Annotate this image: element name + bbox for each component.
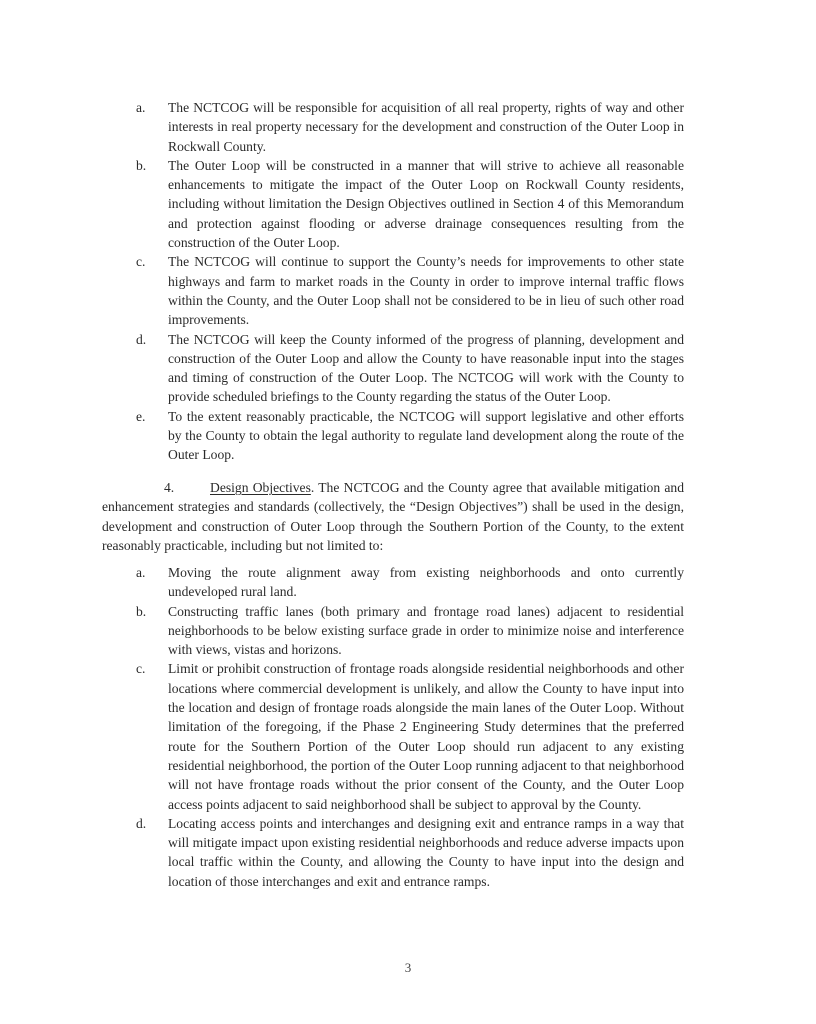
list-item-text: To the extent reasonably practicable, the NCTCOG will support legislative and other efforts by the County to obtain the legal authority to regulate land development along the route of the Outer Loop. [168, 408, 684, 463]
list-marker: c. [136, 254, 146, 270]
section-number: 4. [164, 480, 175, 495]
list-item-text: The NCTCOG will be responsible for acquisition of all real property, rights of way and other interests in real property necessary for the development and construction of the Outer Loop in Rockwall County. [168, 100, 684, 154]
list-item-text: The NCTCOG will continue to support the County’s needs for improvements to other state highways and farm to market roads in the County in order to improve internal traffic flows within the County, and the Outer Loop shall not be considered to be in lieu of such other road improvements. [168, 254, 684, 328]
list-item [136, 98, 684, 156]
list-item [136, 659, 684, 813]
list-marker: e. [136, 408, 146, 424]
list-marker: b. [136, 603, 147, 619]
list-item-text: Constructing traffic lanes (both primary and frontage road lanes) adjacent to residential neighborhoods to be below existing surface grade in order to minimize noise and interference with views, vistas and horizons. [168, 603, 684, 658]
list-marker: d. [136, 815, 147, 831]
list-item [136, 814, 684, 891]
list-item-text: The NCTCOG will keep the County informed of the progress of planning, development and construction of the Outer Loop and allow the County to have reasonable input into the stages and timing of construction of the Outer Loop. The NCTCOG will work with the County to provide scheduled briefings to the County regarding the status of the Outer Loop. [168, 331, 684, 405]
list-item [136, 407, 684, 465]
list-item [136, 330, 684, 407]
list-item-text: Moving the route alignment away from existing neighborhoods and onto currently undeveloped rural land. [168, 565, 684, 600]
list-marker: a. [136, 100, 146, 115]
list-item [136, 602, 684, 660]
page-number: 3 [404, 960, 412, 975]
list-item [136, 563, 684, 602]
list-marker: b. [136, 157, 147, 173]
design-objectives-list [136, 563, 684, 891]
list-marker: d. [136, 331, 147, 347]
section-body: . The NCTCOG and the County agree that available mitigation and enhancement strategies and standards (collectively, the “Design Objectives”) shall be used in the design, development and construction of Outer Loop through the Southern Portion of the County, to the extent reasonably practicable, including but not limited to: [102, 480, 684, 553]
list-item [136, 252, 684, 329]
list-item-text: Locating access points and interchanges and designing exit and entrance ramps in a way that will mitigate impact upon existing residential neighborhoods and reduce adverse impacts upon local traffic within the County, and allowing the County to have input into the design and location of those interchanges and exit and entrance ramps. [168, 815, 684, 889]
list-marker: c. [136, 661, 146, 677]
section-4-paragraph [102, 478, 684, 555]
list-item-text: Limit or prohibit construction of frontage roads alongside residential neighborhoods and other locations where commercial development is unlikely, and allow the County to have input into the location and design of frontage roads alongside the main lanes of the Outer Loop. Without limitation of the foregoing, if the Phase 2 Engineering Study determines that the preferred route for the Southern Portion of the Outer Loop should run adjacent to any existing residential neighborhood, the portion of the Outer Loop running adjacent to that neighborhood will not have frontage roads without the prior consent of the County, and the Outer Loop access points adjacent to said neighborhood shall be subject to approval by the County. [168, 661, 684, 812]
list-marker: a. [136, 565, 146, 580]
list-item-text: The Outer Loop will be constructed in a manner that will strive to achieve all reasonable enhancements to mitigate the impact of the Outer Loop on Rockwall County residents, including without limitation the Design Objectives outlined in Section 4 of this Memorandum and protection against flooding or adverse drainage consequences resulting from the construction of the Outer Loop. [168, 157, 684, 251]
obligations-list [136, 98, 684, 465]
section-heading: Design Objectives [210, 480, 311, 495]
list-item [136, 156, 684, 252]
